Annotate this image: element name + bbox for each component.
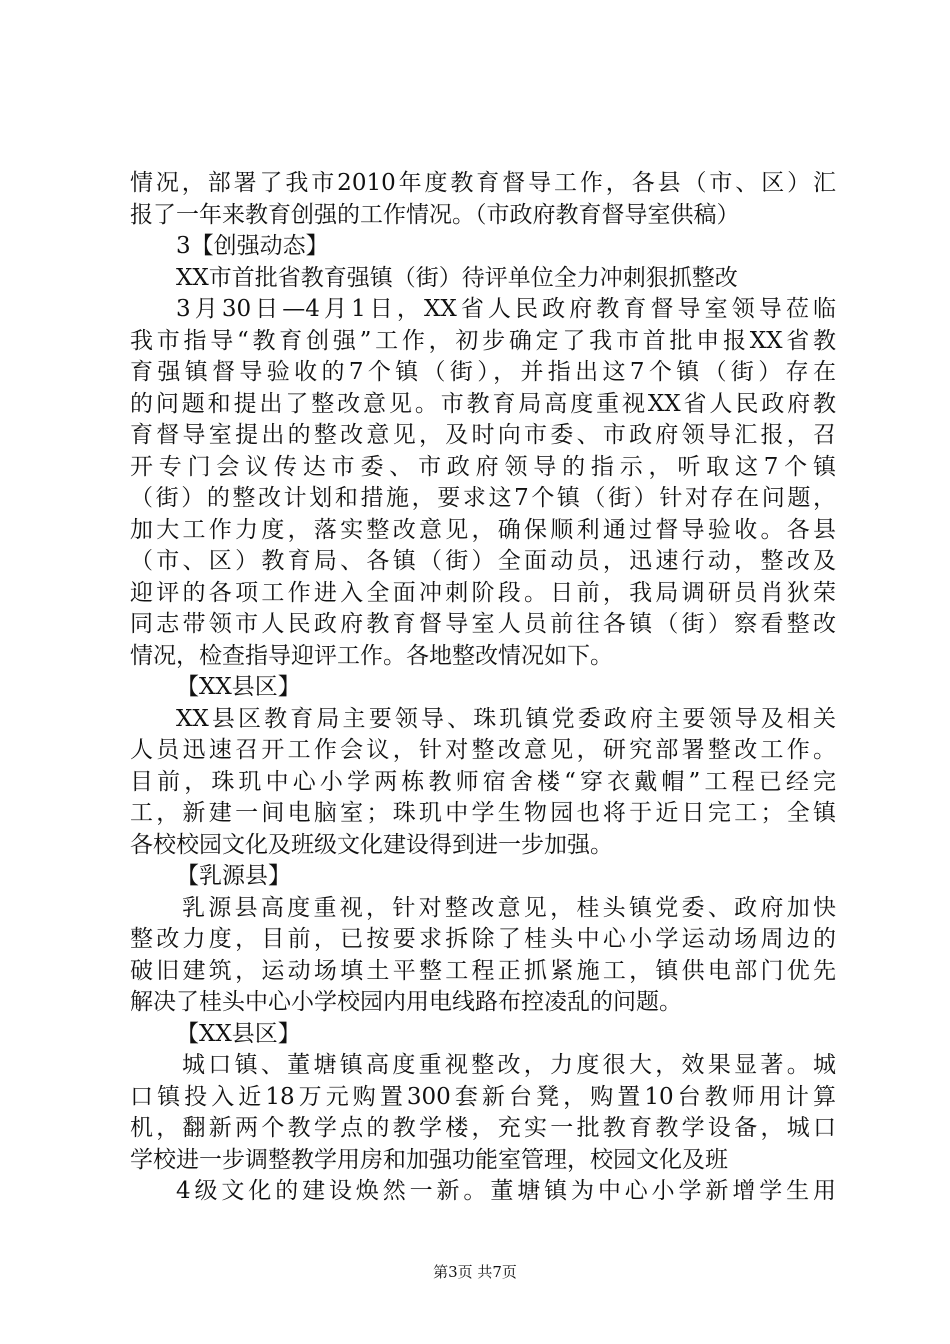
document-body [130,168,836,1208]
text-line: 工，新建一间电脑室；珠玑中学生物园也将于近日完工；全镇 [130,800,836,826]
text-line: 4级文化的建设焕然一新。董塘镇为中心小学新增学生用 [176,1178,836,1204]
text-line: 乳源县高度重视，针对整改意见，桂头镇党委、政府加快 [182,894,836,921]
text-line: 加大工作力度，落实整改意见，确保顺利通过督导验收。各县 [130,516,836,543]
text-line: 育督导室提出的整改意见，及时向市委、市政府领导汇报，召 [130,422,836,448]
text-line: 迎评的各项工作进入全面冲刺阶段。日前，我局调研员肖狄荣 [130,579,836,606]
text-line: 的问题和提出了整改意见。市教育局高度重视XX省人民政府教 [130,390,836,417]
text-line: 3月30日—4月1日，XX省人民政府教育督导室领导莅临 [176,296,836,322]
text-line: （市、区）教育局、各镇（街）全面动员，迅速行动，整改及 [130,548,836,574]
text-line: 【乳源县】 [176,863,291,889]
text-line: （街）的整改计划和措施，要求这7个镇（街）针对存在问题， [130,485,836,511]
text-line: 同志带领市人民政府教育督导室人员前往各镇（街）察看整改 [130,611,836,637]
text-line: 情况，检查指导迎评工作。各地整改情况如下。 [130,642,613,669]
text-line: 破旧建筑，运动场填土平整工程正抓紧施工，镇供电部门优先 [130,957,836,984]
text-line: 人员迅速召开工作会议，针对整改意见，研究部署整改工作。 [130,737,836,763]
text-line: 整改力度，目前，已按要求拆除了桂头中心小学运动场周边的 [130,926,836,952]
text-line: XX县区教育局主要领导、珠玑镇党委政府主要领导及相关 [176,705,836,732]
text-line: 【XX县区】 [176,1020,301,1047]
text-line: 3【创强动态】 [176,233,329,259]
text-line: 育强镇督导验收的7个镇（街），并指出这7个镇（街）存在 [130,359,836,385]
text-line: 城口镇、董塘镇高度重视整改，力度很大，效果显著。城 [182,1052,836,1078]
text-line: 【XX县区】 [176,674,301,700]
text-line: 报了一年来教育创强的工作情况。（市政府教育督导室供稿） [130,201,740,228]
text-line: 口镇投入近18万元购置300套新台凳，购置10台教师用计算 [130,1083,836,1110]
text-line: 开专门会议传达市委、市政府领导的指示，听取这7个镇 [130,453,836,480]
text-line: 机，翻新两个教学点的教学楼，充实一批教育教学设备，城口 [130,1115,836,1141]
text-line: 情况，部署了我市2010年度教育督导工作，各县（市、区）汇 [130,170,836,196]
text-line: XX市首批省教育强镇（街）待评单位全力冲刺狠抓整改 [176,264,738,291]
text-line: 目前，珠玑中心小学两栋教师宿舍楼“穿衣戴帽”工程已经完 [130,768,836,795]
text-line: 各校校园文化及班级文化建设得到进一步加强。 [130,831,613,858]
text-line: 学校进一步调整教学用房和加强功能室管理，校园文化及班 [130,1146,728,1173]
page-footer: 第3页 共7页 [433,1263,517,1281]
text-line: 解决了桂头中心小学校园内用电线路布控凌乱的问题。 [130,989,682,1015]
text-line: 我市指导“教育创强”工作，初步确定了我市首批申报XX省教 [130,327,836,354]
